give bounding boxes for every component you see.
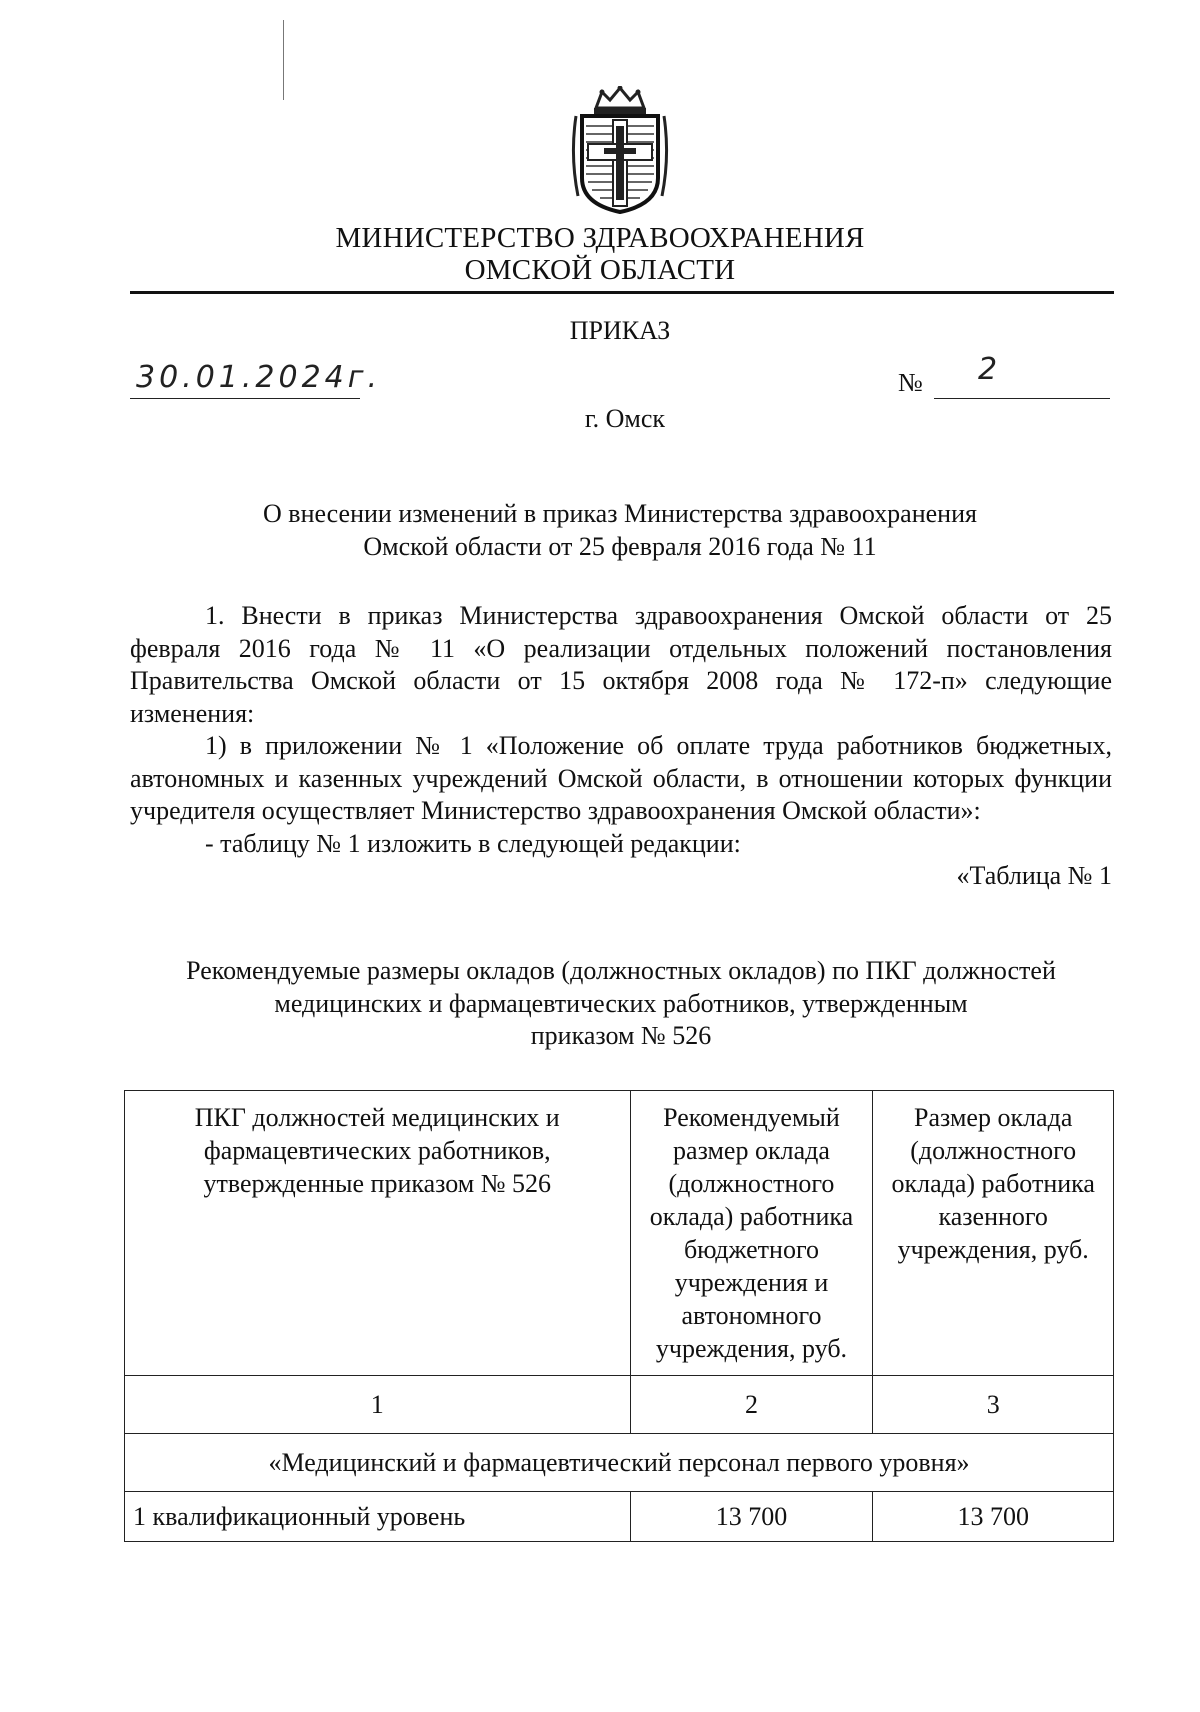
paragraph-1: 1. Внести в приказ Министерства здравоохранения Омской области от 25 февраля 2016 года № 11 «О реализации отдельных положений постановления Правительства Омской области от 15 октября 2008 года № 172-п» следующие изменения: <box>130 601 1112 728</box>
document-type: ПРИКАЗ <box>569 316 671 345</box>
table-row <box>125 1492 1114 1542</box>
handwritten-number: 2 <box>978 352 1002 387</box>
header-pkg: ПКГ должностей медицинских и фармацевтических работников, утвержденные приказом № 526 <box>125 1091 631 1376</box>
paragraph-2: 1) в приложении № 1 «Положение об оплате труда работников бюджетных, автономных и казенных учреждений Омской области, в отношении которых функции учредителя осуществляет Министерство здравоохранения Омской области»: <box>130 731 1112 825</box>
header-treasury-salary: Размер оклада (должностного оклада) работника казенного учреждения, руб. <box>873 1091 1114 1376</box>
date-field <box>130 360 382 395</box>
coat-of-arms-icon <box>568 86 672 216</box>
group-title: «Медицинский и фармацевтический персонал первого уровня» <box>125 1434 1114 1492</box>
number-underline <box>934 398 1110 399</box>
column-number: 1 <box>125 1376 631 1434</box>
table-title-line-2: медицинских и фармацевтических работников, утвержденным <box>274 988 968 1018</box>
paragraph-3: - таблицу № 1 изложить в следующей редакции: <box>205 828 741 858</box>
header-divider <box>130 291 1114 294</box>
table-title-line-1: Рекомендуемые размеры окладов (должностных окладов) по ПКГ должностей <box>186 956 1056 985</box>
column-number-row <box>125 1376 1114 1434</box>
table-header-row <box>125 1091 1114 1376</box>
number-sign: № <box>898 368 923 397</box>
header-budget-salary: Рекомендуемый размер оклада (должностного оклада) работника бюджетного учреждения и автономного учреждения, руб. <box>630 1091 873 1376</box>
order-subject <box>160 497 1080 563</box>
ministry-line-2: ОМСКОЙ ОБЛАСТИ <box>464 254 736 286</box>
group-row <box>125 1434 1114 1492</box>
column-number: 2 <box>630 1376 873 1434</box>
subject-line-1: О внесении изменений в приказ Министерства здравоохранения <box>263 499 977 528</box>
date-underline <box>130 398 360 399</box>
ministry-line-1: МИНИСТЕРСТВО ЗДРАВООХРАНЕНИЯ <box>335 222 865 254</box>
table-reference: «Таблица № 1 <box>956 861 1112 890</box>
order-body <box>130 600 1112 893</box>
subject-line-2: Омской области от 25 февраля 2016 года № 11 <box>363 532 877 561</box>
table-title <box>130 955 1112 1053</box>
treasury-salary-value: 13 700 <box>873 1492 1114 1542</box>
salary-table <box>124 1090 1114 1542</box>
budget-salary-value: 13 700 <box>630 1492 873 1542</box>
qualification-level: 1 квалификационный уровень <box>125 1492 631 1542</box>
city: г. Омск <box>584 404 666 433</box>
ministry-name <box>300 222 900 286</box>
column-number: 3 <box>873 1376 1114 1434</box>
handwritten-date: 30.01.2024г. <box>136 360 382 395</box>
scan-mark <box>283 20 284 100</box>
table-title-line-3: приказом № 526 <box>530 1021 712 1050</box>
